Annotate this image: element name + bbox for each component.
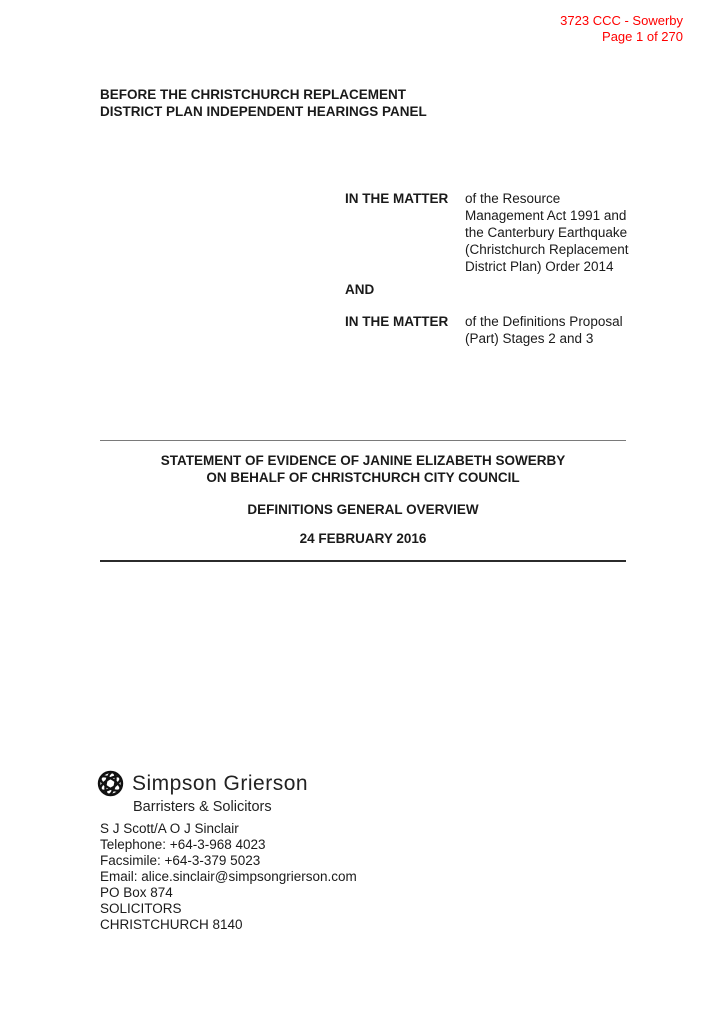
evidence-title-block — [100, 452, 626, 547]
law-firm-name: Simpson Grierson — [132, 771, 309, 795]
text-line: (Christchurch Replacement — [465, 242, 629, 257]
evidence-date: 24 FEBRUARY 2016 — [299, 531, 427, 546]
text-line: PO Box 874 — [100, 885, 173, 900]
text-line: District Plan) Order 2014 — [465, 259, 614, 274]
evidence-title-line1: STATEMENT OF EVIDENCE OF JANINE ELIZABETH SOWERBY — [160, 453, 566, 468]
matter-desc-first — [465, 190, 629, 275]
text-line: Telephone: +64-3-968 4023 — [100, 837, 266, 852]
text-line: Facsimile: +64-3-379 5023 — [100, 853, 261, 868]
text-line: CHRISTCHURCH 8140 — [100, 917, 243, 932]
law-firm-tagline: Barristers & Solicitors — [133, 799, 272, 815]
knot-sphere-icon — [96, 768, 125, 799]
text-line: the Canterbury Earthquake — [465, 225, 628, 240]
horizontal-rule-bottom — [100, 560, 626, 562]
court-heading-line2: DISTRICT PLAN INDEPENDENT HEARINGS PANEL — [100, 104, 427, 119]
text-line: SOLICITORS — [100, 901, 182, 916]
text-line: of the Resource — [465, 191, 561, 206]
text-line: of the Definitions Proposal — [465, 314, 623, 329]
evidence-subtitle: DEFINITIONS GENERAL OVERVIEW — [247, 502, 479, 517]
document-stamp — [560, 13, 683, 45]
stamp-page-number: Page 1 of 270 — [602, 29, 683, 44]
text-line: S J Scott/A O J Sinclair — [100, 821, 239, 836]
law-firm-block — [96, 768, 308, 815]
matter-conjunction: AND — [345, 282, 375, 297]
matter-desc-second — [465, 313, 623, 347]
text-line: Email: alice.sinclair@simpsongrierson.com — [100, 869, 357, 884]
matter-label-first: IN THE MATTER — [345, 191, 449, 206]
stamp-case-ref: 3723 CCC - Sowerby — [560, 13, 683, 28]
text-line: (Part) Stages 2 and 3 — [465, 331, 594, 346]
court-heading-line1: BEFORE THE CHRISTCHURCH REPLACEMENT — [100, 87, 407, 102]
text-line: Management Act 1991 and — [465, 208, 627, 223]
horizontal-rule-top — [100, 440, 626, 441]
evidence-title-line2: ON BEHALF OF CHRISTCHURCH CITY COUNCIL — [206, 470, 520, 485]
court-heading — [100, 86, 427, 120]
matter-label-second: IN THE MATTER — [345, 314, 449, 329]
contact-details — [100, 821, 357, 933]
